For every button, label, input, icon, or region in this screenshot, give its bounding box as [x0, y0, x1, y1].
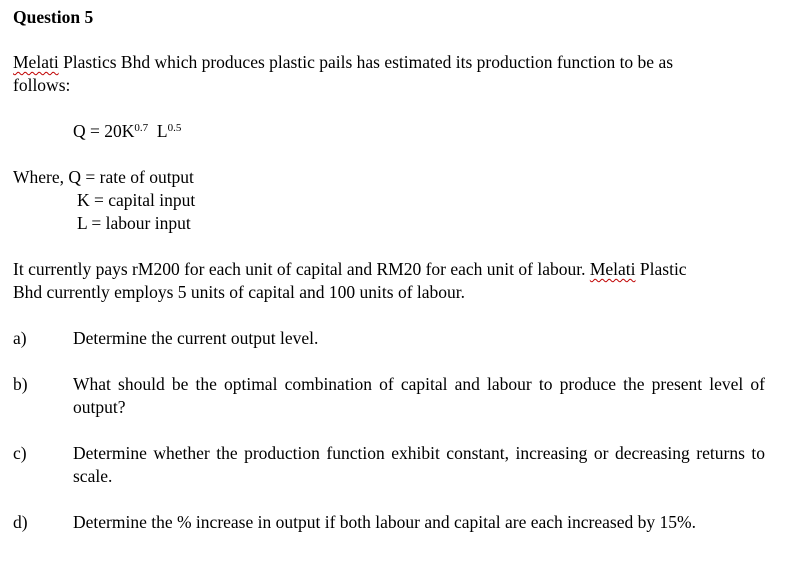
cropped-text-fragment [680, 554, 770, 562]
question-a-label: a) [13, 328, 27, 348]
question-d-label: d) [13, 512, 28, 532]
question-c-label: c) [13, 443, 27, 463]
intro-paragraph [13, 51, 773, 97]
company-name-misspelled: Melati [13, 52, 59, 72]
question-b-label: b) [13, 374, 28, 394]
q-definition: Q = rate of output [68, 167, 194, 187]
formula-l-exponent: 0.5 [167, 122, 182, 134]
intro-line-1-text: Plastics Bhd which produces plastic pails has estimated its production function to be as [58, 52, 674, 72]
context-line-1-end: Plastic [635, 259, 687, 279]
intro-line-2: follows: [13, 75, 71, 95]
context-line-1-text: It currently pays rM200 for each unit of capital and RM20 for each unit of labour. [13, 259, 590, 279]
definition-l: L = labour input [77, 213, 191, 233]
definitions-block [13, 166, 195, 235]
context-paragraph [13, 258, 773, 304]
question-b-text: What should be the optimal combination of capital and labour to produce the present level of output? [73, 374, 765, 417]
context-line-1 [13, 258, 773, 281]
question-a-text: Determine the current output level. [73, 328, 319, 348]
question-title: Question 5 [13, 7, 94, 27]
question-c-text: Determine whether the production function exhibit constant, increasing or decreasing returns to scale. [73, 443, 765, 486]
intro-line-1 [13, 51, 773, 74]
production-function [73, 120, 181, 143]
definition-q [13, 166, 195, 189]
formula-k-exponent: 0.7 [134, 122, 149, 134]
context-line-2: Bhd currently employs 5 units of capital and 100 units of labour. [13, 282, 466, 302]
question-d-text: Determine the % increase in output if both labour and capital are each increased by 15%. [73, 512, 696, 532]
definition-k: K = capital input [77, 190, 196, 210]
where-prefix: Where, [13, 167, 69, 187]
company-name-misspelled-2: Melati [589, 259, 636, 279]
formula-lhs: Q = 20K [73, 121, 135, 141]
formula-l: L [148, 121, 168, 141]
